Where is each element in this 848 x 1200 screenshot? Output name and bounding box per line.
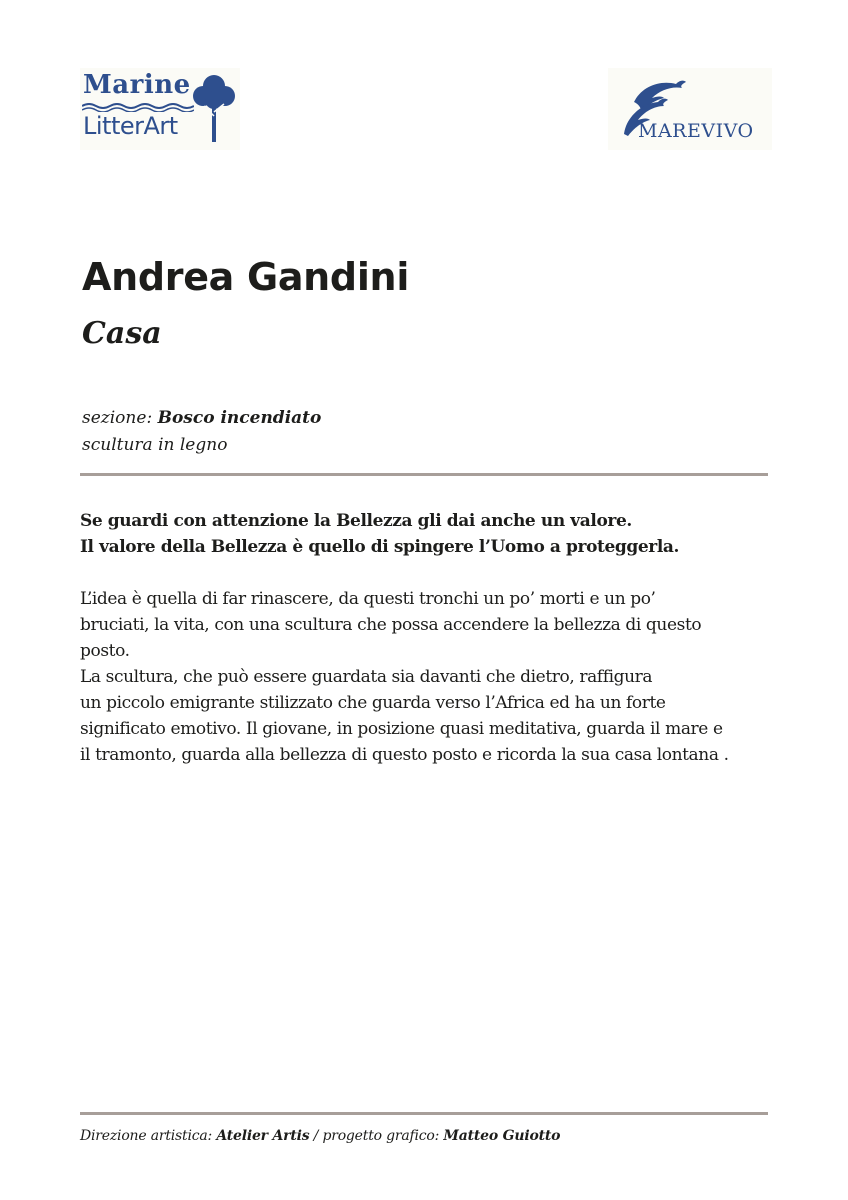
lead-line: Se guardi con attenzione la Bellezza gli dai anche un valore. xyxy=(80,511,632,531)
direction-value: Atelier Artis xyxy=(216,1128,310,1144)
lead-line: Il valore della Bellezza è quello di spingere l’Uomo a proteggerla. xyxy=(80,537,680,557)
waves-icon xyxy=(82,102,194,112)
paragraph-2 xyxy=(80,664,780,768)
credits xyxy=(80,1128,560,1144)
description xyxy=(80,508,780,768)
divider-top xyxy=(80,473,768,476)
text-line: bruciati, la vita, con una scultura che possa accendere la bellezza di questo xyxy=(80,615,702,635)
logo-marine-text: Marine xyxy=(83,70,191,100)
direction-label: Direzione artistica: xyxy=(80,1128,217,1144)
logo-marevivo-text: MAREVIVO xyxy=(638,120,754,142)
section-separator: : xyxy=(146,408,158,428)
tree-icon xyxy=(192,72,236,144)
text-line: posto. xyxy=(80,641,130,661)
text-line: La scultura, che può essere guardata sia davanti che dietro, raffigura xyxy=(80,667,653,687)
text-line: il tramonto, guarda alla bellezza di questo posto e ricorda la sua casa lontana . xyxy=(80,745,729,765)
section-value: Bosco incendiato xyxy=(157,408,322,428)
divider-bottom xyxy=(80,1112,768,1115)
section-label: sezione xyxy=(82,408,147,428)
artist-name: Andrea Gandini xyxy=(82,255,410,299)
text-line: significato emotivo. Il giovane, in posizione quasi meditativa, guarda il mare e xyxy=(80,719,723,739)
medium-line: scultura in legno xyxy=(82,435,228,455)
paragraph-1 xyxy=(80,586,780,664)
artwork-meta xyxy=(82,405,321,459)
design-value: Matteo Guiotto xyxy=(443,1128,561,1144)
text-line: un piccolo emigrante stilizzato che guarda verso l’Africa ed ha un forte xyxy=(80,693,666,713)
design-label: progetto grafico: xyxy=(322,1128,444,1144)
logo-litterart-text: LitterArt xyxy=(83,112,178,140)
marine-litterart-logo xyxy=(80,68,240,150)
lead-paragraph xyxy=(80,508,780,560)
marevivo-logo xyxy=(608,68,772,150)
section-line xyxy=(82,405,321,432)
text-line: L’idea è quella di far rinascere, da questi tronchi un po’ morti e un po’ xyxy=(80,589,656,609)
credits-separator: / xyxy=(309,1128,323,1144)
work-title: Casa xyxy=(82,316,162,351)
